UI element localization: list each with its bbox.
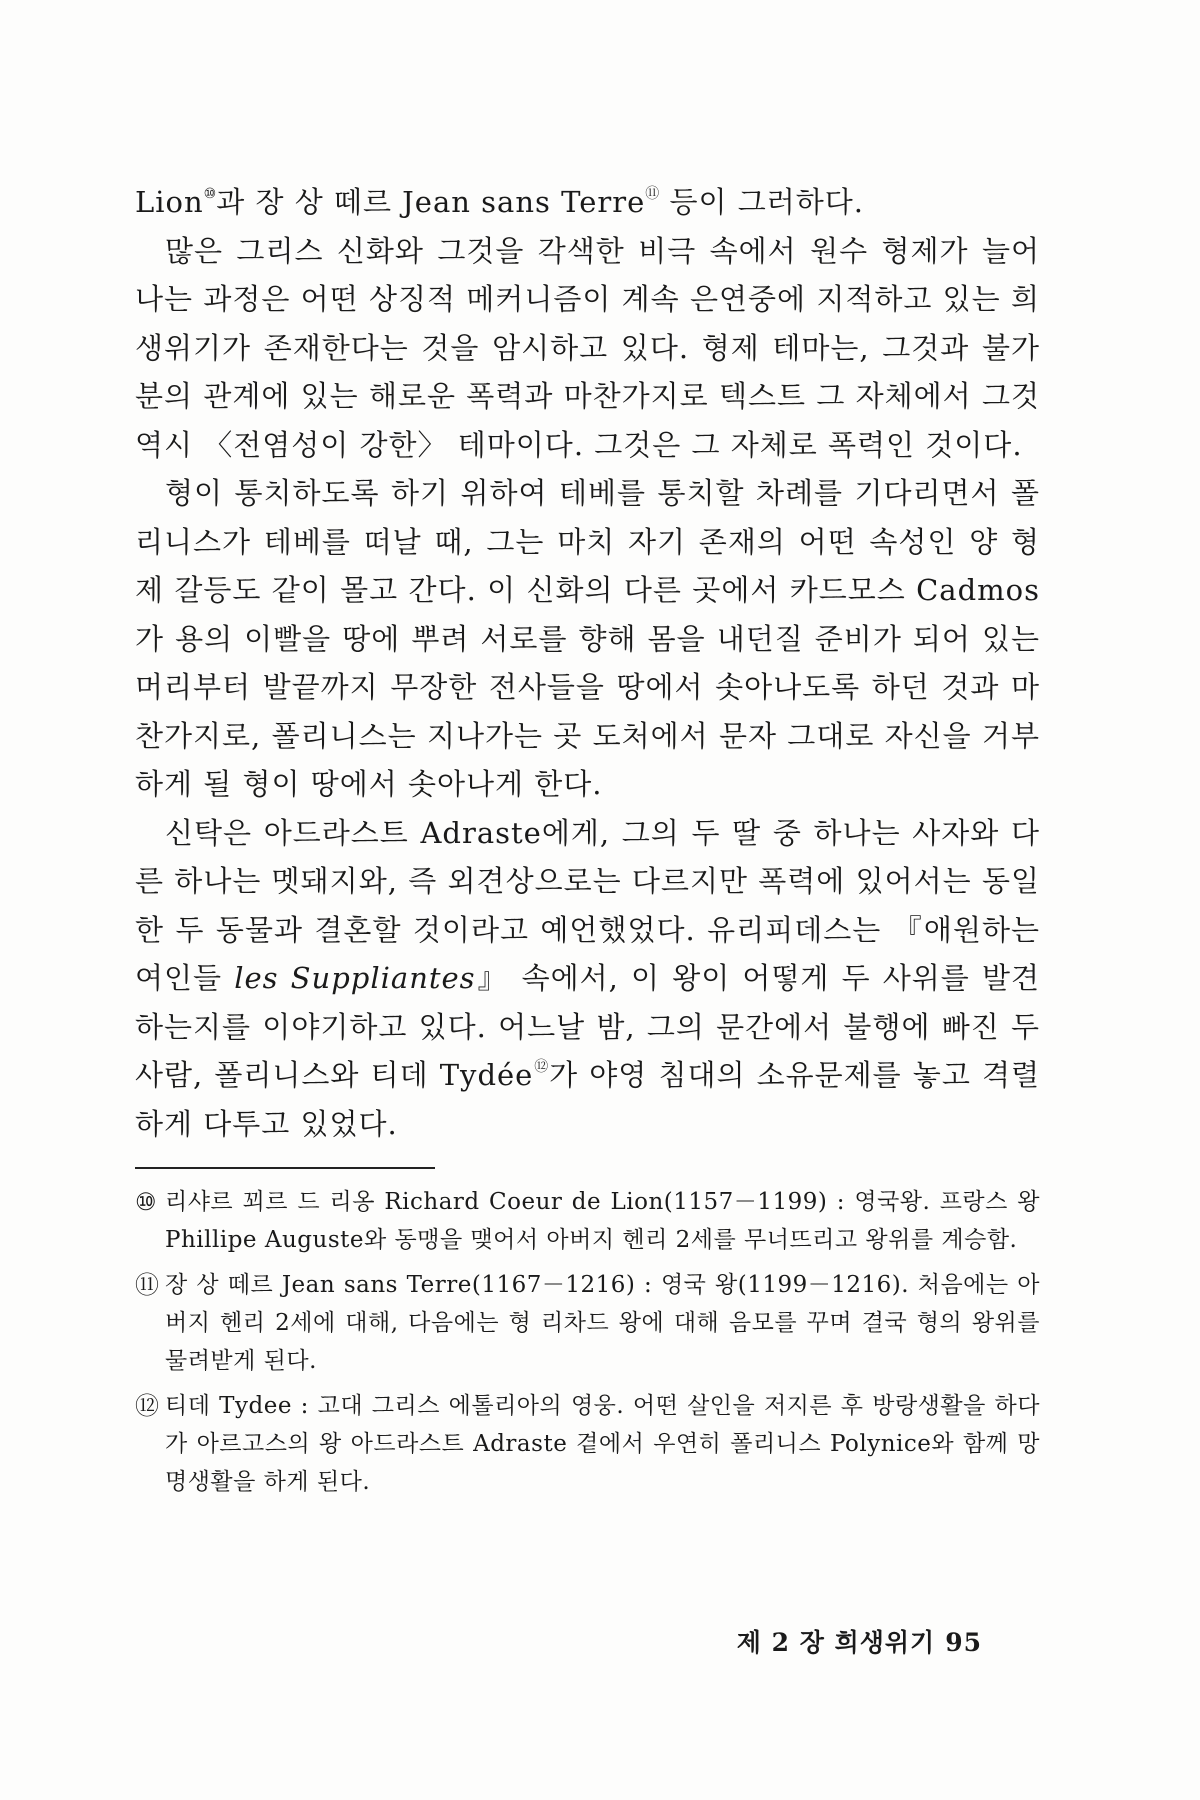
- continuation-line: [135, 178, 1040, 227]
- running-footer: [727, 1623, 982, 1659]
- footnote-marker: ⑫: [135, 1392, 160, 1420]
- footnote-text: 티데 Tydee : 고대 그리스 에톨리아의 영웅. 어떤 살인을 저지른 후 방랑생활을 하다가 아르고스의 왕 아드라스트 Adraste 곁에서 우연히 폴리니스 Polynice와 함께 망명생활을 하게 된다.: [165, 1393, 1040, 1495]
- italic-title: les Suppliantes: [234, 961, 476, 995]
- body-text: [135, 178, 1040, 1148]
- page-number: 95: [945, 1628, 982, 1657]
- paragraph-1: 많은 그리스 신화와 그것을 각색한 비극 속에서 원수 형제가 늘어나는 과정은 어떤 상징적 메커니즘이 계속 은연중에 지적하고 있는 희생위기가 존재한다는 것을 암시하고 있다. 형제 테마는, 그것과 불가분의 관계에 있는 해로운 폭력과 마찬가지로 텍스트 그 자체에서 그것 역시 〈전염성이 강한〉 테마이다. 그것은 그 자체로 폭력인 것이다.: [135, 233, 1040, 462]
- text-run: Lion: [135, 185, 204, 219]
- footnote-marker: ⑩: [135, 1188, 158, 1216]
- text-run: 가 야영 침대의 소유문제를 놓고 격렬하게 다투고 있었다.: [135, 1058, 1040, 1141]
- footnote-ref-10: ⑩: [203, 186, 217, 202]
- paragraph-2: 형이 통치하도록 하기 위하여 테베를 통치할 차례를 기다리면서 폴리니스가 테베를 떠날 때, 그는 마치 자기 존재의 어떤 속성인 양 형제 갈등도 같이 몰고 간다. 이 신화의 다른 곳에서 카드모스 Cadmos가 용의 이빨을 땅에 뿌려 서로를 향해 몸을 내던질 준비가 되어 있는 머리부터 발끝까지 무장한 전사들을 땅에서 솟아나도록 하던 것과 마찬가지로, 폴리니스는 지나가는 곳 도처에서 문자 그대로 자신을 거부하게 될 형이 땅에서 솟아나게 한다.: [135, 476, 1040, 801]
- text-run: 과 장 상 떼르 Jean sans Terre: [216, 185, 646, 219]
- footnote-text: 장 상 떼르 Jean sans Terre(1167－1216) : 영국 왕(1199－1216). 처음에는 아버지 헨리 2세에 대해, 다음에는 형 리차드 왕에 대해 음모를 꾸며 결국 형의 왕위를 물려받게 된다.: [165, 1272, 1040, 1374]
- text-run: 』 속에서, 이 왕이 어떻게 두 사위를 발견하는지를 이야기하고 있다. 어느날 밤, 그의 문간에서 불행에 빠진 두 사람, 폴리니스와 티데 Tydée: [135, 961, 1040, 1092]
- footnote-ref-11: ⑪: [645, 186, 660, 202]
- text-run: 등이 그러하다.: [659, 185, 864, 219]
- footnote-text: 리샤르 꾀르 드 리옹 Richard Coeur de Lion(1157－1199) : 영국왕. 프랑스 왕 Phillipe Auguste와 동맹을 맺어서 아버지 헨리 2세를 무너뜨리고 왕위를 계승함.: [165, 1189, 1040, 1253]
- footnote-11: [135, 1266, 1040, 1380]
- footnote-10: [135, 1183, 1040, 1259]
- footnote-marker: ⑪: [135, 1271, 160, 1299]
- footnote-ref-12: ⑫: [533, 1059, 550, 1075]
- paragraph-3: [135, 809, 1040, 1149]
- footnote-divider: [135, 1167, 435, 1169]
- footnotes: [135, 1183, 1040, 1508]
- chapter-title: 제 2 장 희생위기: [736, 1628, 936, 1657]
- text-run: 신탁은 아드라스트 Adraste에게, 그의 두 딸 중 하나는 사자와 다른 하나는 멧돼지와, 즉 외견상으로는 다르지만 폭력에 있어서는 동일한 두 동물과 결혼할 것이라고 예언했었다. 유리피데스는 『애원하는 여인들: [135, 815, 1040, 995]
- footnote-12: [135, 1387, 1040, 1501]
